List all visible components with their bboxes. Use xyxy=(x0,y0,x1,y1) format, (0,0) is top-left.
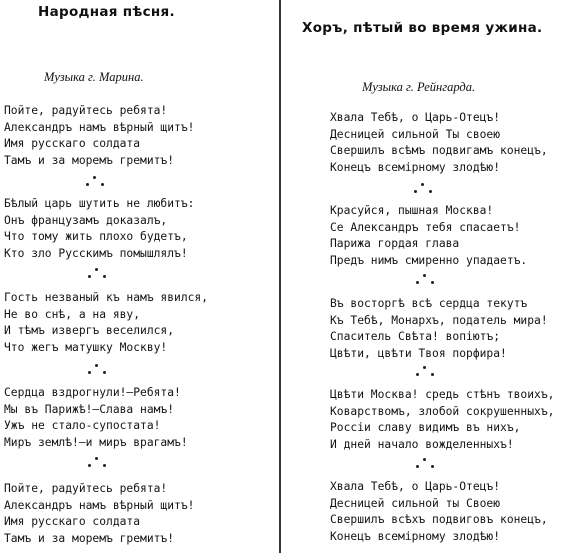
verse-line: Онъ французамъ доказалъ, xyxy=(4,213,168,227)
verse-line: Александръ намъ вѣрный щитъ! xyxy=(4,120,195,134)
right-column xyxy=(282,0,572,553)
verse-line: Мы въ Парижѣ!—Слава намъ! xyxy=(4,402,175,416)
verse-line: Парижа гордая глава xyxy=(330,237,460,251)
verse-line: Не во снѣ, а на яву, xyxy=(4,307,141,321)
verse-line: Десницей сильной Ты своею xyxy=(330,127,501,141)
right-stanza-1 xyxy=(330,110,548,176)
verse-line: Ужъ не стало-супостата! xyxy=(4,419,161,433)
left-stanza-5 xyxy=(4,481,194,547)
verse-line: Се Александръ тебя спасаетъ! xyxy=(330,220,521,234)
left-music-credit: Музыка г. Марина. xyxy=(44,70,144,84)
verse-line: Имя русскаго солдата xyxy=(4,515,141,529)
verse-line: Миръ землѣ!—и миръ врагамъ! xyxy=(4,435,188,449)
column-divider xyxy=(279,0,281,553)
verse-line: Кто зло Русскимъ помышлялъ! xyxy=(4,246,188,260)
verse-line: Россіи славу видимъ въ нихъ, xyxy=(330,421,521,435)
stanza-separator-asterism xyxy=(88,364,108,376)
stanza-separator-asterism xyxy=(416,458,436,470)
left-stanza-4 xyxy=(4,385,188,451)
verse-line: Въ восторгѣ всѣ сердца текутъ xyxy=(330,297,528,310)
stanza-separator-asterism xyxy=(416,366,436,378)
right-music-credit: Музыка г. Рейнгарда. xyxy=(362,80,476,94)
verse-line: Цвѣти, цвѣти Твоя порфира! xyxy=(330,346,507,360)
right-stanza-4 xyxy=(330,387,554,453)
verse-line: Коварствомъ, злобой сокрушенныхъ, xyxy=(330,404,555,418)
left-stanza-1 xyxy=(4,103,194,169)
stanza-separator-asterism xyxy=(86,176,106,188)
right-stanza-3 xyxy=(330,296,548,362)
verse-line: Конецъ всемірному злодѣю! xyxy=(330,529,501,543)
verse-line: Спаситель Свѣта! вопіютъ; xyxy=(330,330,501,344)
right-stanza-5 xyxy=(330,479,548,545)
verse-line: Что тому жить плохо будетъ, xyxy=(4,230,188,244)
verse-line: Къ Тебѣ, Монархъ, податель мира! xyxy=(330,313,548,327)
verse-line: И тѣмъ извергъ веселился, xyxy=(4,324,175,338)
verse-line: Десницей сильной ты Своею xyxy=(330,496,501,510)
verse-line: Сердца вздрогнули!—Ребята! xyxy=(4,386,181,399)
verse-line: Хвала Тебѣ, о Царь-Отецъ! xyxy=(330,480,501,493)
verse-line: Что жегъ матушку Москву! xyxy=(4,340,168,354)
verse-line: Свершилъ всѣхъ подвиговъ конецъ, xyxy=(330,513,548,527)
verse-line: Гость незваный къ намъ явился, xyxy=(4,291,209,304)
verse-line: Александръ намъ вѣрный щитъ! xyxy=(4,498,195,512)
stanza-separator-asterism xyxy=(416,274,436,286)
verse-line: Бѣлый царь шутить не любитъ: xyxy=(4,197,195,210)
verse-line: Конецъ всемірному злодѣю! xyxy=(330,160,501,174)
left-column xyxy=(0,0,279,553)
verse-line: Имя русскаго солдата xyxy=(4,137,141,151)
left-stanza-2 xyxy=(4,196,194,262)
stanza-separator-asterism xyxy=(414,183,434,195)
left-stanza-3 xyxy=(4,290,208,356)
verse-line: Тамъ и за моремъ гремитъ! xyxy=(4,531,175,545)
stanza-separator-asterism xyxy=(88,268,108,280)
verse-line: Пойте, радуйтесь ребята! xyxy=(4,482,168,495)
verse-line: Предъ нимъ смиренно упадаетъ. xyxy=(330,253,528,267)
right-song-title: Хоръ, пѣтый во время ужина. xyxy=(302,20,543,36)
verse-line: И дней начало вожделенныхъ! xyxy=(330,437,514,451)
verse-line: Цвѣти Москва! средь стѣнъ твоихъ, xyxy=(330,388,555,401)
verse-line: Тамъ и за моремъ гремитъ! xyxy=(4,153,175,167)
verse-line: Пойте, радуйтесь ребята! xyxy=(4,104,168,117)
left-song-title: Народная пѣсня. xyxy=(38,4,175,20)
verse-line: Свершилъ всѣмъ подвигамъ конецъ, xyxy=(330,144,548,158)
verse-line: Красуйся, пышная Москва! xyxy=(330,204,494,217)
right-stanza-2 xyxy=(330,203,527,269)
stanza-separator-asterism xyxy=(88,457,108,469)
verse-line: Хвала Тебѣ, о Царь-Отецъ! xyxy=(330,111,501,124)
